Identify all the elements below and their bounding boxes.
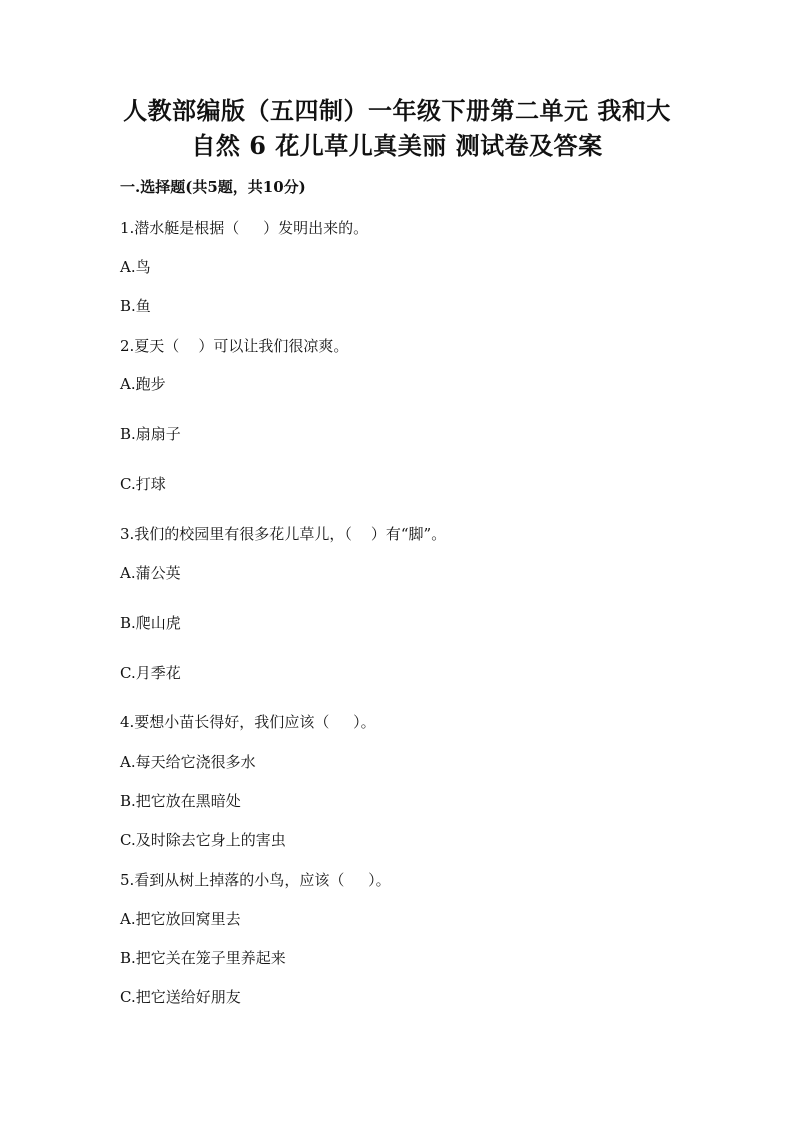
question-3-stem: 3.我们的校园里有很多花儿草儿，（ ）有“脚”。 [120,525,447,543]
question-2-option-c: C.打球 [120,475,166,493]
question-3-option-c: C.月季花 [120,664,181,682]
question-2-stem: 2.夏天（ ）可以让我们很凉爽。 [120,337,349,355]
document-title-line-1: 人教部编版（五四制）一年级下册第二单元 我和大 [123,96,671,125]
question-1-option-a: A.鸟 [120,258,151,276]
question-4-option-c: C.及时除去它身上的害虫 [120,831,286,849]
question-5-stem: 5.看到从树上掉落的小鸟，应该（ ）。 [120,871,391,889]
question-4-stem: 4.要想小苗长得好，我们应该（ ）。 [120,713,376,731]
question-4-option-a: A.每天给它浇很多水 [120,753,256,771]
question-5-option-c: C.把它送给好朋友 [120,988,241,1006]
question-4-option-b: B.把它放在黑暗处 [120,792,241,810]
question-1-stem: 1.潜水艇是根据（ ）发明出来的。 [120,219,369,237]
question-2-option-a: A.跑步 [120,375,166,393]
question-5-option-a: A.把它放回窝里去 [120,910,241,928]
document-title-line-2: 自然 6 花儿草儿真美丽 测试卷及答案 [191,131,603,160]
question-2-option-b: B.扇扇子 [120,425,181,443]
question-5-option-b: B.把它关在笼子里养起来 [120,949,286,967]
section-heading-multiple-choice: 一.选择题(共5题，共10分) [120,178,306,196]
question-3-option-b: B.爬山虎 [120,614,181,632]
question-3-option-a: A.蒲公英 [120,564,181,582]
question-1-option-b: B.鱼 [120,297,151,315]
